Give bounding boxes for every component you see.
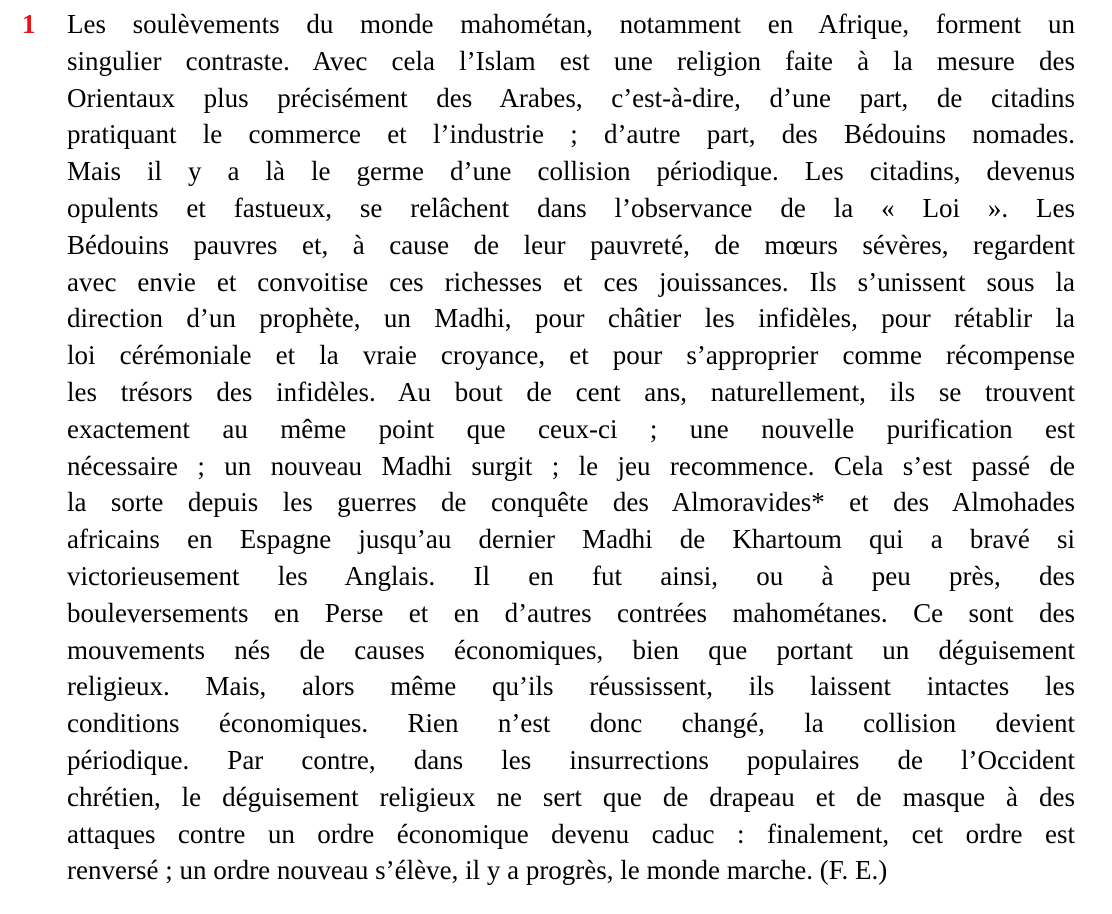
text-line: singulier contraste. Avec cela l’Islam est une religion faite à la mesure des — [67, 45, 1075, 76]
text-line: périodique. Par contre, dans les insurrections populaires de l’Occident — [67, 744, 1075, 775]
text-line: chrétien, le déguisement religieux ne sert que de drapeau et de masque à des — [67, 781, 1075, 812]
text-line: bouleversements en Perse et en d’autres contrées mahométanes. Ce sont des — [67, 597, 1075, 628]
text-line: renversé ; un ordre nouveau s’élève, il y a progrès, le monde marche. (F. E.) — [67, 855, 888, 886]
text-line: Mais il y a là le germe d’une collision périodique. Les citadins, devenus — [67, 156, 1075, 187]
footnote-paragraph — [67, 6, 1075, 889]
text-line: religieux. Mais, alors même qu’ils réussissent, ils laissent intactes les — [67, 671, 1075, 702]
text-line: victorieusement les Anglais. Il en fut ainsi, ou à peu près, des — [67, 560, 1075, 591]
text-line: Les soulèvements du monde mahométan, notamment en Afrique, forment un — [67, 9, 1075, 39]
text-line: africains en Espagne jusqu’au dernier Madhi de Khartoum qui a bravé si — [67, 524, 1075, 555]
text-line: mouvements nés de causes économiques, bien que portant un déguisement — [67, 634, 1075, 665]
text-line: Bédouins pauvres et, à cause de leur pauvreté, de mœurs sévères, regardent — [67, 229, 1075, 260]
text-line: pratiquant le commerce et l’industrie ; d’autre part, des Bédouins nomades. — [67, 119, 1075, 150]
text-line: nécessaire ; un nouveau Madhi surgit ; le jeu recommence. Cela s’est passé de — [67, 450, 1075, 481]
text-line: exactement au même point que ceux-ci ; une nouvelle purification est — [67, 413, 1075, 444]
text-line: les trésors des infidèles. Au bout de cent ans, naturellement, ils se trouvent — [67, 376, 1075, 407]
text-line: opulents et fastueux, se relâchent dans l’observance de la « Loi ». Les — [67, 192, 1075, 223]
text-line: loi cérémoniale et la vraie croyance, et pour s’approprier comme récompense — [67, 340, 1075, 371]
footnote-number: 1 — [22, 9, 36, 39]
text-line: attaques contre un ordre économique devenu caduc : finalement, cet ordre est — [67, 818, 1075, 849]
text-line: conditions économiques. Rien n’est donc changé, la collision devient — [67, 708, 1075, 739]
text-line: avec envie et convoitise ces richesses et ces jouissances. Ils s’unissent sous la — [67, 266, 1075, 297]
text-line: la sorte depuis les guerres de conquête des Almoravides* et des Almohades — [67, 487, 1075, 518]
text-line: Orientaux plus précisément des Arabes, c’est-à-dire, d’une part, de citadins — [67, 82, 1075, 113]
text-line: direction d’un prophète, un Madhi, pour châtier les infidèles, pour rétablir la — [67, 303, 1075, 334]
